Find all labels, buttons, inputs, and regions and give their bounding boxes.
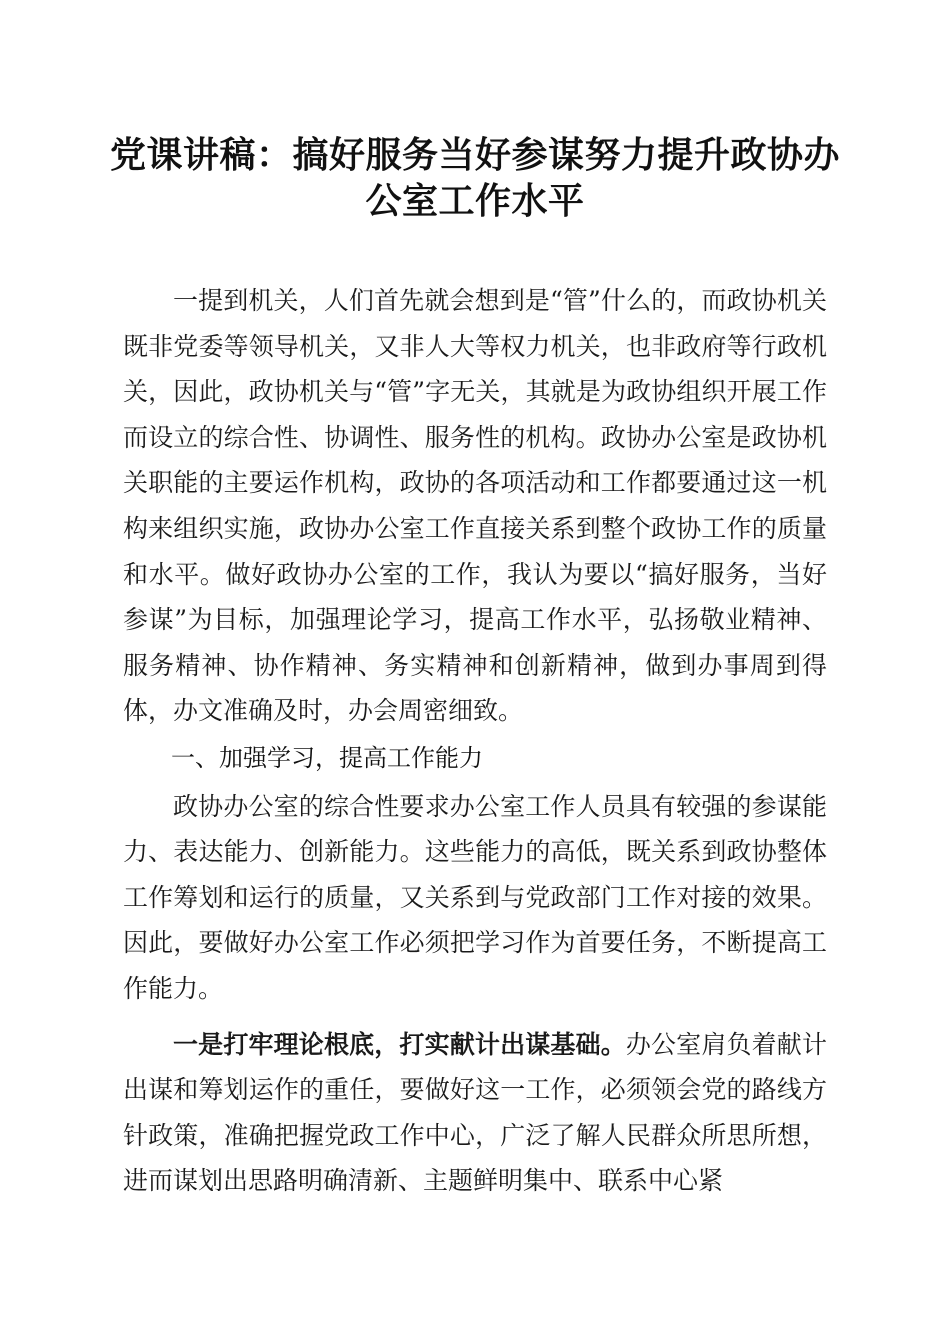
section-heading-1: 一、加强学习，提高工作能力 <box>171 743 483 772</box>
point-1-text: 办公室肩负着献计出谋和筹划运作的重任，要做好这一工作，必须领会党的路线方针政策，准确把握党政工作中心，广泛了解人民群众所思所想，进而谋划出思路明确清新、主题鲜明集中、联系中心紧 <box>123 1029 827 1196</box>
document-title <box>100 132 850 224</box>
title-line-2: 公室工作水平 <box>365 180 585 222</box>
paragraph-point-1 <box>123 1022 827 1204</box>
paragraph-section-1: 政协办公室的综合性要求办公室工作人员具有较强的参谋能力、表达能力、创新能力。这些能力的高低，既关系到政协整体工作筹划和运行的质量，又关系到与党政部门工作对接的效果。因此，要做好办公室工作必须把学习作为首要任务，不断提高工作能力。 <box>123 791 827 1003</box>
point-1-lead: 一是打牢理论根底，打实献计出谋基础。 <box>173 1029 626 1059</box>
paragraph-intro: 一提到机关，人们首先就会想到是“管”什么的，而政协机关既非党委等领导机关，又非人大等权力机关，也非政府等行政机关，因此，政协机关与“管”字无关，其就是为政协组织开展工作而设立的综合性、协调性、服务性的机构。政协办公室是政协机关职能的主要运作机构，政协的各项活动和工作都要通过这一机构来组织实施，政协办公室工作直接关系到整个政协工作的质量和水平。做好政协办公室的工作，我认为要以“搞好服务，当好参谋”为目标，加强理论学习，提高工作水平，弘扬敬业精神、服务精神、协作精神、务实精神和创新精神，做到办事周到得体，办文准确及时，办会周密细致。 <box>123 286 827 726</box>
title-line-1: 党课讲稿：搞好服务当好参谋努力提升政协办 <box>109 134 840 176</box>
document-body <box>123 278 827 1204</box>
